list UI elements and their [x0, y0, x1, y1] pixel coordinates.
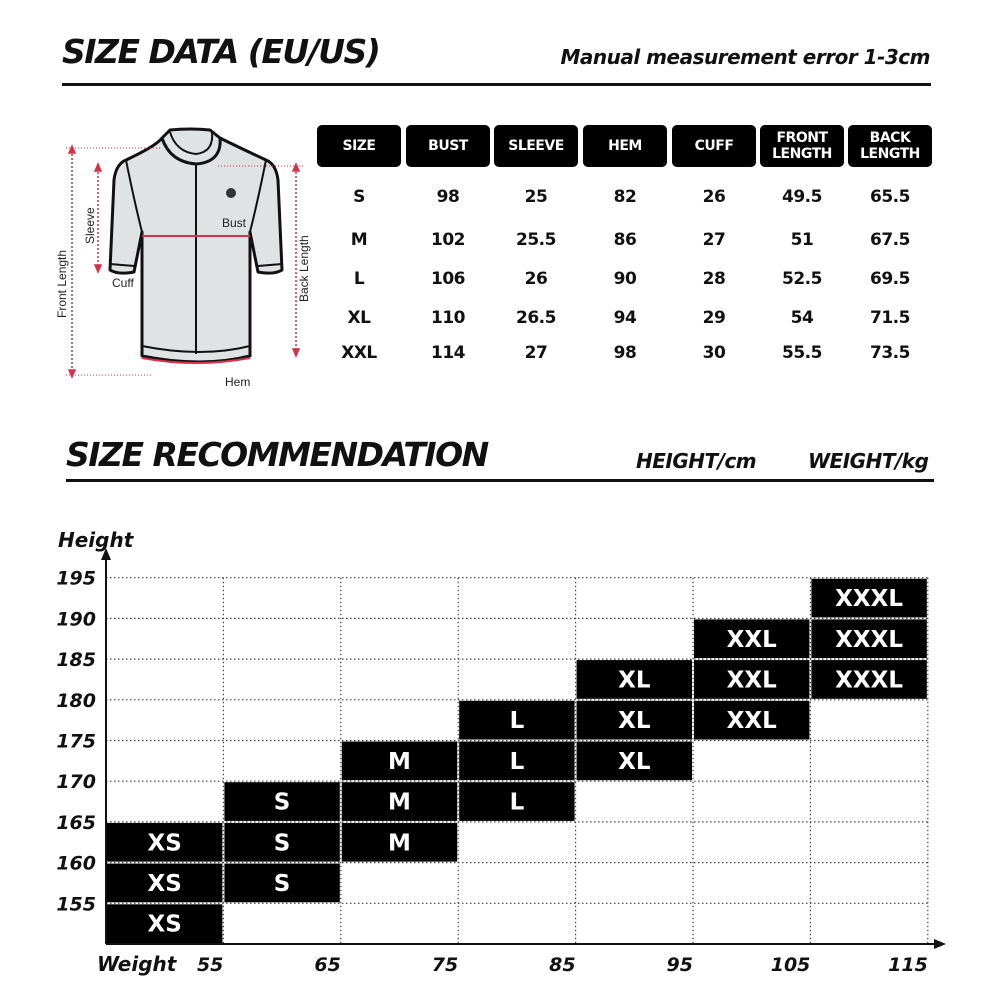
- table-cell: 73.5: [870, 343, 910, 363]
- table-cell: 71.5: [870, 308, 910, 328]
- x-tick-label: 85: [549, 954, 576, 976]
- sleeve-label: Sleeve: [83, 207, 97, 244]
- weight-unit-label: WEIGHT/kg: [808, 449, 929, 473]
- y-tick-label: 180: [56, 689, 96, 712]
- x-tick-label: 105: [770, 954, 811, 976]
- size-cell-label: L: [509, 708, 525, 735]
- table-cell: 49.5: [782, 187, 822, 207]
- size-cell-label: XXXL: [835, 667, 904, 694]
- table-cell: 25.5: [516, 230, 556, 250]
- header-back-length: BACK LENGTH: [848, 125, 932, 167]
- header-size: SIZE: [317, 125, 401, 167]
- x-axis-arrow: [934, 939, 946, 949]
- table-cell: XXL: [341, 343, 377, 363]
- table-cell: 86: [613, 230, 637, 250]
- table-cell: 94: [613, 308, 637, 328]
- y-tick-label: 160: [56, 852, 96, 875]
- table-cell: 29: [702, 308, 726, 328]
- table-cell: 26.5: [516, 308, 556, 328]
- x-tick-label: 115: [888, 954, 928, 976]
- size-cell-label: XXXL: [835, 626, 904, 653]
- size-cell-label: L: [509, 748, 525, 775]
- table-cell: 82: [613, 187, 637, 207]
- size-cell-label: S: [273, 830, 291, 857]
- size-cell-label: M: [388, 789, 411, 816]
- table-cell: 25: [524, 187, 548, 207]
- table-cell: 106: [431, 269, 465, 289]
- hem-label: Hem: [225, 375, 251, 389]
- cuff-label: Cuff: [112, 276, 134, 290]
- table-cell: 52.5: [782, 269, 822, 289]
- size-cell-label: XL: [618, 667, 651, 694]
- table-cell: XL: [347, 308, 371, 328]
- size-data-title: SIZE DATA (EU/US): [62, 32, 380, 71]
- table-cell: 65.5: [870, 187, 910, 207]
- y-tick-label: 170: [56, 771, 96, 794]
- size-recommendation-title: SIZE RECOMMENDATION: [66, 435, 488, 474]
- y-tick-label: 185: [56, 649, 96, 672]
- y-tick-label: 190: [56, 608, 96, 631]
- x-axis-title: Weight: [97, 952, 177, 976]
- size-cell-label: XS: [147, 911, 182, 938]
- header-cuff: CUFF: [672, 125, 756, 167]
- height-unit-label: HEIGHT/cm: [636, 449, 757, 473]
- table-cell: 69.5: [870, 269, 910, 289]
- table-cell: 102: [431, 230, 465, 250]
- size-cell-label: M: [388, 830, 411, 857]
- table-cell: 110: [431, 308, 465, 328]
- header-sleeve: SLEEVE: [494, 125, 578, 167]
- header-bust: BUST: [406, 125, 490, 167]
- size-cell-label: S: [273, 789, 291, 816]
- size-cell-label: L: [509, 789, 525, 816]
- table-cell: 26: [524, 269, 548, 289]
- x-tick-label: 95: [666, 954, 693, 976]
- table-cell: M: [350, 230, 368, 250]
- size-cell-label: XXL: [726, 667, 777, 694]
- table-cell: 90: [613, 269, 637, 289]
- table-cell: 55.5: [782, 343, 822, 363]
- back-length-label: Back Length: [297, 235, 311, 302]
- table-cell: S: [353, 187, 365, 207]
- table-cell: 28: [702, 269, 726, 289]
- table-cell: 27: [524, 343, 548, 363]
- size-cell-label: XXL: [726, 708, 777, 735]
- size-cell-label: S: [273, 870, 291, 897]
- table-cell: 30: [702, 343, 726, 363]
- y-tick-label: 195: [56, 567, 96, 590]
- table-cell: 98: [613, 343, 637, 363]
- y-tick-label: 155: [56, 893, 96, 916]
- size-cell-label: XL: [618, 708, 651, 735]
- table-cell: 51: [790, 230, 814, 250]
- measurement-error-note: Manual measurement error 1-3cm: [560, 45, 930, 69]
- size-cell-label: XS: [147, 870, 182, 897]
- size-cell-label: XL: [618, 748, 651, 775]
- table-cell: 27: [702, 230, 726, 250]
- size-cell-label: XXXL: [835, 586, 904, 613]
- size-cell-label: XS: [147, 830, 182, 857]
- y-tick-label: 175: [56, 730, 96, 753]
- bust-label: Bust: [222, 216, 247, 230]
- table-cell: 26: [702, 187, 726, 207]
- table-cell: L: [353, 269, 365, 289]
- size-cell-label: XXL: [726, 626, 777, 653]
- header-front-length: FRONT LENGTH: [760, 125, 844, 167]
- header-hem: HEM: [583, 125, 667, 167]
- table-cell: 67.5: [870, 230, 910, 250]
- table-cell: 98: [436, 187, 460, 207]
- table-cell: 114: [431, 343, 465, 363]
- y-axis-title: Height: [58, 528, 134, 552]
- x-tick-label: 75: [431, 954, 459, 976]
- x-tick-label: 65: [314, 954, 341, 976]
- x-tick-label: 55: [196, 954, 224, 976]
- front-length-label: Front Length: [55, 249, 69, 318]
- y-tick-label: 165: [56, 811, 96, 834]
- table-cell: 54: [790, 308, 814, 328]
- size-cell-label: M: [388, 748, 411, 775]
